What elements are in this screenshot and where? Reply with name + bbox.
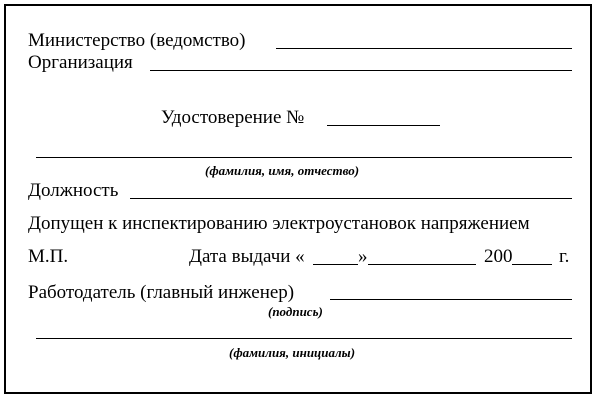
- year-suffix: г.: [559, 246, 570, 267]
- full-name-field-line[interactable]: [36, 157, 572, 158]
- issue-date-quote-close: »: [358, 246, 368, 267]
- admission-statement: Допущен к инспектированию электроустановок напряжением: [28, 213, 530, 234]
- position-label: Должность: [28, 180, 119, 201]
- year-prefix: 200: [484, 246, 513, 267]
- ministry-field-line[interactable]: [276, 48, 572, 49]
- organization-label: Организация: [28, 52, 133, 73]
- signature-caption: (подпись): [268, 304, 323, 319]
- ministry-label: Министерство (ведомство): [28, 30, 246, 51]
- certificate-number-field-line[interactable]: [327, 125, 440, 126]
- issue-month-field-line[interactable]: [368, 264, 476, 265]
- surname-initials-caption: (фамилия, инициалы): [229, 345, 356, 360]
- issue-year-field-line[interactable]: [512, 264, 552, 265]
- employer-label: Работодатель (главный инженер): [28, 282, 295, 303]
- position-field-line[interactable]: [130, 198, 572, 199]
- surname-initials-field-line[interactable]: [36, 338, 572, 339]
- seal-label: М.П.: [28, 246, 69, 267]
- full-name-caption: (фамилия, имя, отчество): [205, 163, 360, 178]
- certificate-number-label: Удостоверение №: [161, 107, 305, 128]
- issue-day-field-line[interactable]: [313, 264, 358, 265]
- organization-field-line[interactable]: [150, 70, 572, 71]
- issue-date-label: Дата выдачи «: [189, 246, 305, 267]
- employer-signature-field-line[interactable]: [330, 299, 572, 300]
